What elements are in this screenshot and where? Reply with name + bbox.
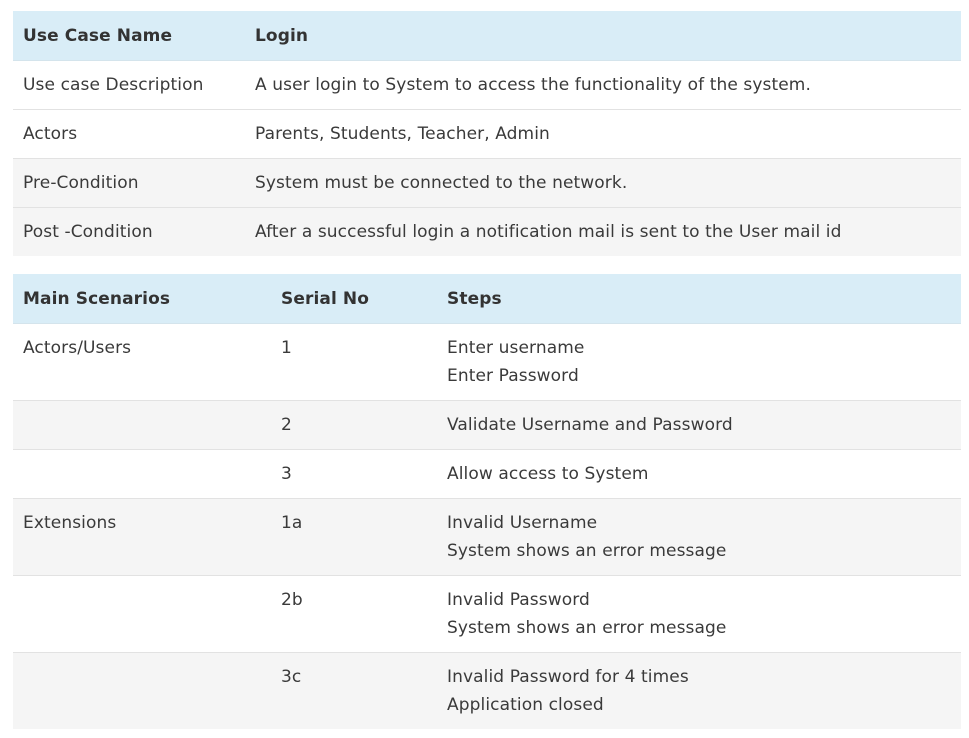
steps-cell — [437, 576, 961, 653]
scenario-cell: Extensions — [23, 513, 117, 533]
table-row — [13, 324, 961, 401]
steps-header: Steps — [437, 274, 961, 324]
table-row — [13, 576, 961, 653]
table-row — [13, 450, 961, 499]
use-case-table — [13, 11, 961, 256]
serial-no-header: Serial No — [271, 274, 437, 324]
table-row — [13, 110, 961, 159]
steps-cell — [437, 450, 961, 499]
serial-cell: 1 — [281, 338, 292, 358]
table-row — [13, 208, 961, 257]
step-line: Invalid Username — [447, 513, 598, 533]
scenario-table — [13, 274, 961, 729]
scenario-cell: Actors/Users — [23, 338, 132, 358]
main-scenarios-header: Main Scenarios — [13, 274, 271, 324]
row-value: A user login to System to access the functionality of the system. — [255, 75, 811, 95]
step-line: System shows an error message — [447, 618, 727, 638]
step-line: Application closed — [447, 695, 604, 715]
steps-cell — [437, 499, 961, 576]
scenario-header-row — [13, 274, 961, 324]
step-line: Enter username — [447, 338, 585, 358]
serial-cell: 2b — [281, 590, 303, 610]
table-row — [13, 401, 961, 450]
scenario-cell — [13, 401, 271, 450]
step-line: Invalid Password — [447, 590, 590, 610]
scenario-cell — [13, 653, 271, 730]
row-label: Use case Description — [23, 75, 204, 95]
step-line: Allow access to System — [447, 464, 649, 484]
scenario-cell — [13, 576, 271, 653]
table-row — [13, 159, 961, 208]
row-label: Pre-Condition — [23, 173, 139, 193]
serial-cell: 2 — [281, 415, 292, 435]
row-value: Parents, Students, Teacher, Admin — [255, 124, 550, 144]
table-row — [13, 653, 961, 730]
use-case-name-value: Login — [245, 11, 961, 61]
steps-cell — [437, 653, 961, 730]
serial-cell: 3c — [281, 667, 302, 687]
use-case-header-row — [13, 11, 961, 61]
row-value: After a successful login a notification mail is sent to the User mail id — [255, 222, 842, 242]
row-value: System must be connected to the network. — [255, 173, 628, 193]
table-row — [13, 499, 961, 576]
use-case-name-label: Use Case Name — [13, 11, 245, 61]
step-line: Validate Username and Password — [447, 415, 733, 435]
row-label: Actors — [23, 124, 78, 144]
step-line: Invalid Password for 4 times — [447, 667, 689, 687]
row-label: Post -Condition — [23, 222, 153, 242]
serial-cell: 3 — [281, 464, 292, 484]
step-line: Enter Password — [447, 366, 579, 386]
serial-cell: 1a — [281, 513, 303, 533]
table-row — [13, 61, 961, 110]
steps-cell — [437, 324, 961, 401]
steps-cell — [437, 401, 961, 450]
scenario-cell — [13, 450, 271, 499]
step-line: System shows an error message — [447, 541, 727, 561]
